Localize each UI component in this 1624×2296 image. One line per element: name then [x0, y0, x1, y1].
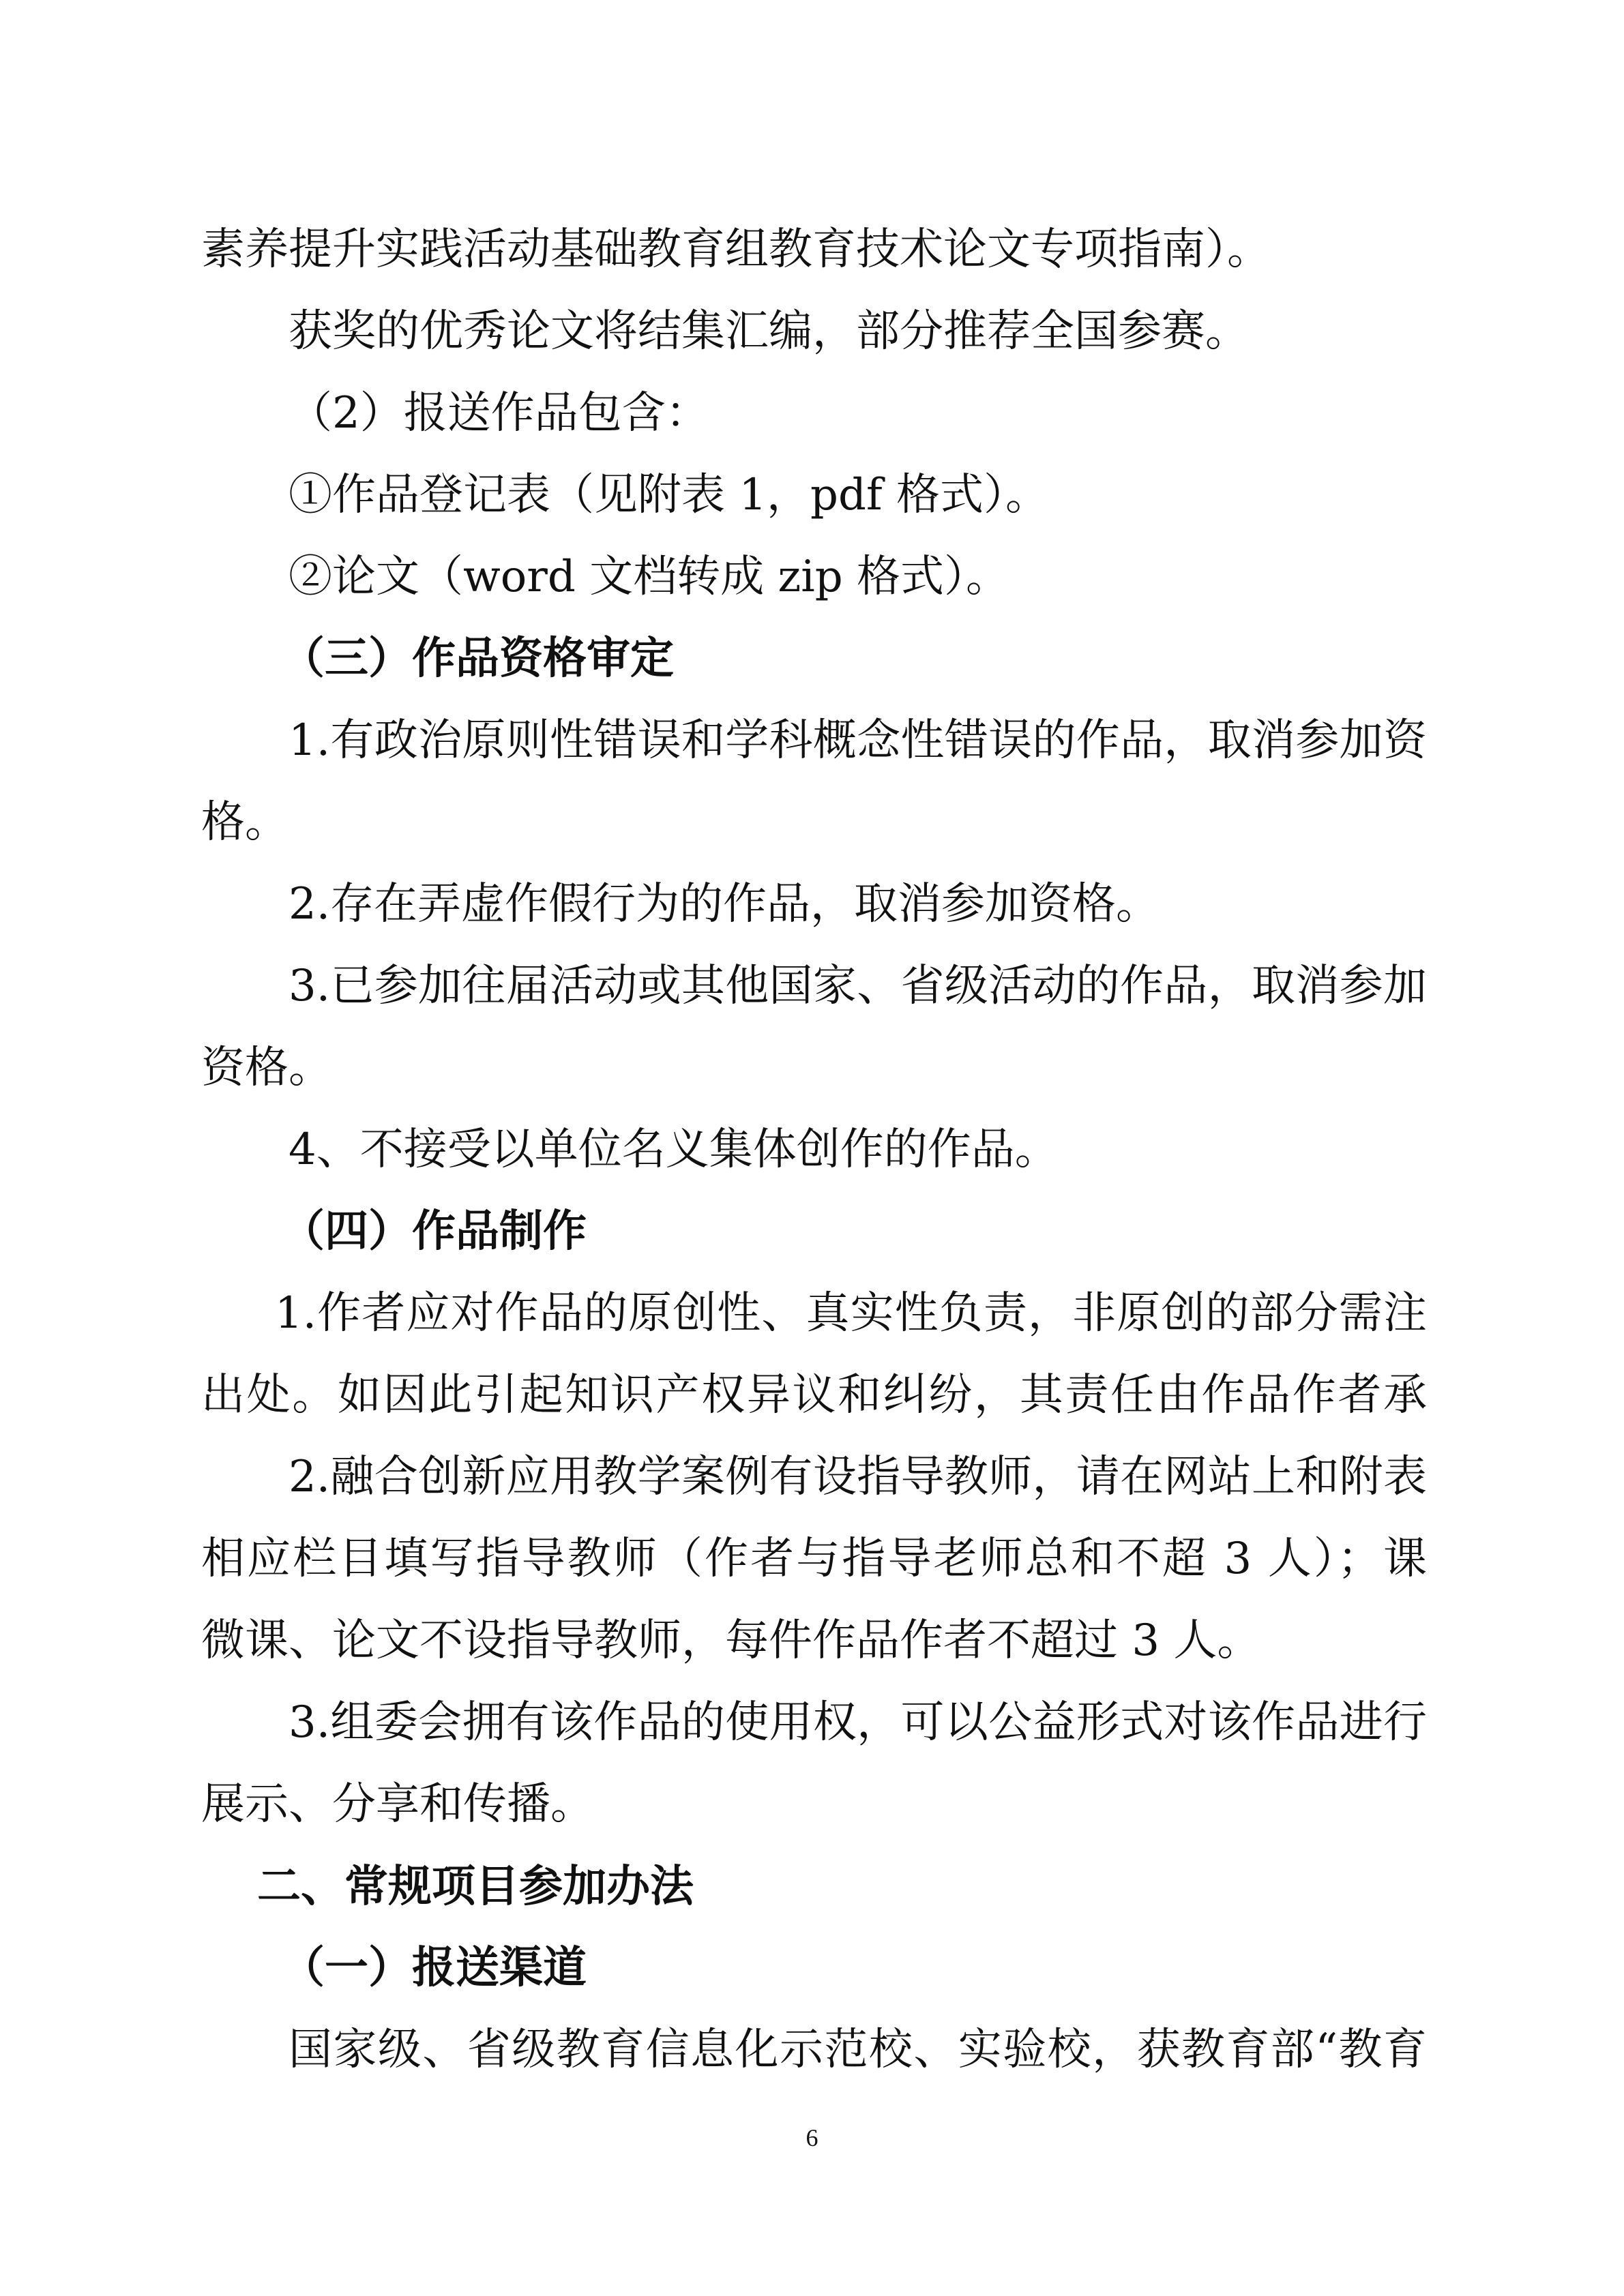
award-note-paragraph: 获奖的优秀论文将结集汇编，部分推荐全国参赛。 — [289, 306, 1249, 357]
paragraph-continuation-line: 素养提升实践活动基础教育组教育技术论文专项指南）。 — [201, 224, 1271, 275]
production-rule-2-line-1: 2.融合创新应用教学案例有设指导教师，请在网站上和附表 — [289, 1452, 1427, 1502]
qualification-rule-1-line-2: 格。 — [201, 797, 289, 848]
production-rule-1-line-2: 出处。如因此引起知识产权异议和纠纷，其责任由作品作者承 — [201, 1370, 1427, 1420]
production-rule-1-line-1: 1.作者应对作品的原创性、真实性负责，非原创的部分需注 — [275, 1288, 1427, 1339]
heading-qualification-review: （三）作品资格审定 — [281, 633, 674, 684]
submission-channel-paragraph-line-1: 国家级、省级教育信息化示范校、实验校，获教育部“教育 — [289, 2025, 1427, 2075]
submission-item-paper: ②论文（word 文档转成 zip 格式）。 — [289, 552, 1010, 602]
qualification-rule-4: 4、不接受以单位名义集体创作的作品。 — [289, 1124, 1059, 1175]
qualification-rule-3-line-2: 资格。 — [201, 1043, 332, 1093]
qualification-rule-3-line-1: 3.已参加往届活动或其他国家、省级活动的作品，取消参加 — [289, 961, 1427, 1011]
qualification-rule-2: 2.存在弄虚作假行为的作品，取消参加资格。 — [289, 879, 1160, 929]
page-number: 6 — [806, 2124, 818, 2151]
qualification-rule-1-line-1: 1.有政治原则性错误和学科概念性错误的作品，取消参加资 — [289, 715, 1427, 766]
production-rule-2-line-3: 微课、论文不设指导教师，每件作品作者不超过 3 人。 — [201, 1615, 1261, 1666]
heading-work-production: （四）作品制作 — [281, 1206, 587, 1257]
section-heading-regular-projects: 二、常规项目参加办法 — [257, 1862, 694, 1911]
submission-item-registration-form: ①作品登记表（见附表 1，pdf 格式）。 — [289, 470, 1050, 520]
production-rule-3-line-1: 3.组委会拥有该作品的使用权，可以公益形式对该作品进行 — [289, 1697, 1427, 1748]
submission-contents-item: （2）报送作品包含： — [289, 388, 709, 438]
production-rule-3-line-2: 展示、分享和传播。 — [201, 1779, 594, 1830]
heading-submission-channel: （一）报送渠道 — [281, 1942, 587, 1993]
production-rule-2-line-2: 相应栏目填写指导教师（作者与指导老师总和不超 3 人）；课 — [201, 1534, 1427, 1584]
document-body — [0, 209, 1624, 2091]
